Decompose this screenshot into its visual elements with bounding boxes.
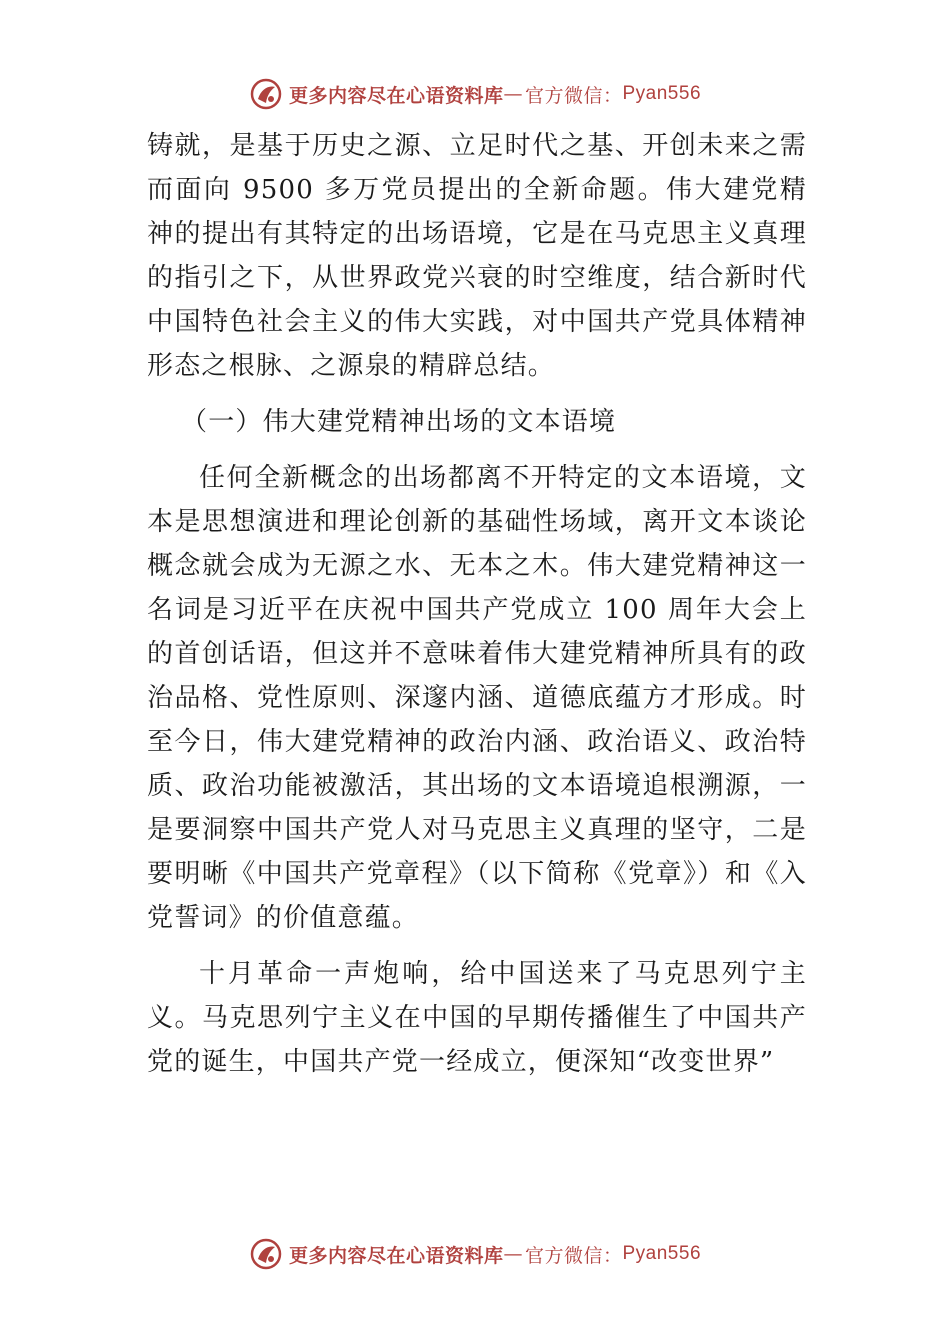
header-watermark (0, 74, 950, 114)
watermark-official-label: 官方微信： (524, 84, 623, 107)
section-heading: （一）伟大建党精神出场的文本语境 (181, 407, 617, 437)
watermark-account-id: Pyan556 (622, 1243, 702, 1264)
logo-icon (249, 77, 283, 111)
watermark-library-text: 更多内容尽在心语资料库 (288, 84, 504, 107)
watermark-dash: — (503, 83, 523, 105)
watermark-library-text: 更多内容尽在心语资料库 (288, 1244, 504, 1267)
footer-watermark (0, 1234, 950, 1274)
document-body (147, 124, 807, 1096)
paragraph-october-revolution: 十月革命一声炮响，给中国送来了马克思列宁主义。马克思列宁主义在中国的早期传播催生了中国共产党的诞生，中国共产党一经成立，便深知“改变世界” (147, 959, 807, 1077)
paragraph-continued: 铸就，是基于历史之源、立足时代之基、开创未来之需而面向 9500 多万党员提出的全新命题。伟大建党精神的提出有其特定的出场语境，它是在马克思主义真理的指引之下，从世界政党兴衰的时空维度，结合新时代中国特色社会主义的伟大实践，对中国共产党具体精神形态之根脉、之源泉的精辟总结。 (147, 131, 807, 381)
watermark-account-id: Pyan556 (622, 83, 702, 104)
watermark-official-label: 官方微信： (524, 1244, 623, 1267)
paragraph-text-context: 任何全新概念的出场都离不开特定的文本语境，文本是思想演进和理论创新的基础性场域，离开文本谈论概念就会成为无源之水、无本之木。伟大建党精神这一名词是习近平在庆祝中国共产党成立 100 周年大会上的首创话语，但这并不意味着伟大建党精神所具有的政治品格、党性原则、深邃内涵、道德底蕴方才形成。时至今日，伟大建党精神的政治内涵、政治语义、政治特质、政治功能被激活，其出场的文本语境追根溯源，一是要洞察中国共产党人对马克思主义真理的坚守，二是要明晰《中国共产党章程》（以下简称《党章》）和《入党誓词》的价值意蕴。 (147, 463, 807, 933)
watermark-dash: — (503, 1243, 523, 1265)
logo-icon (249, 1237, 283, 1271)
